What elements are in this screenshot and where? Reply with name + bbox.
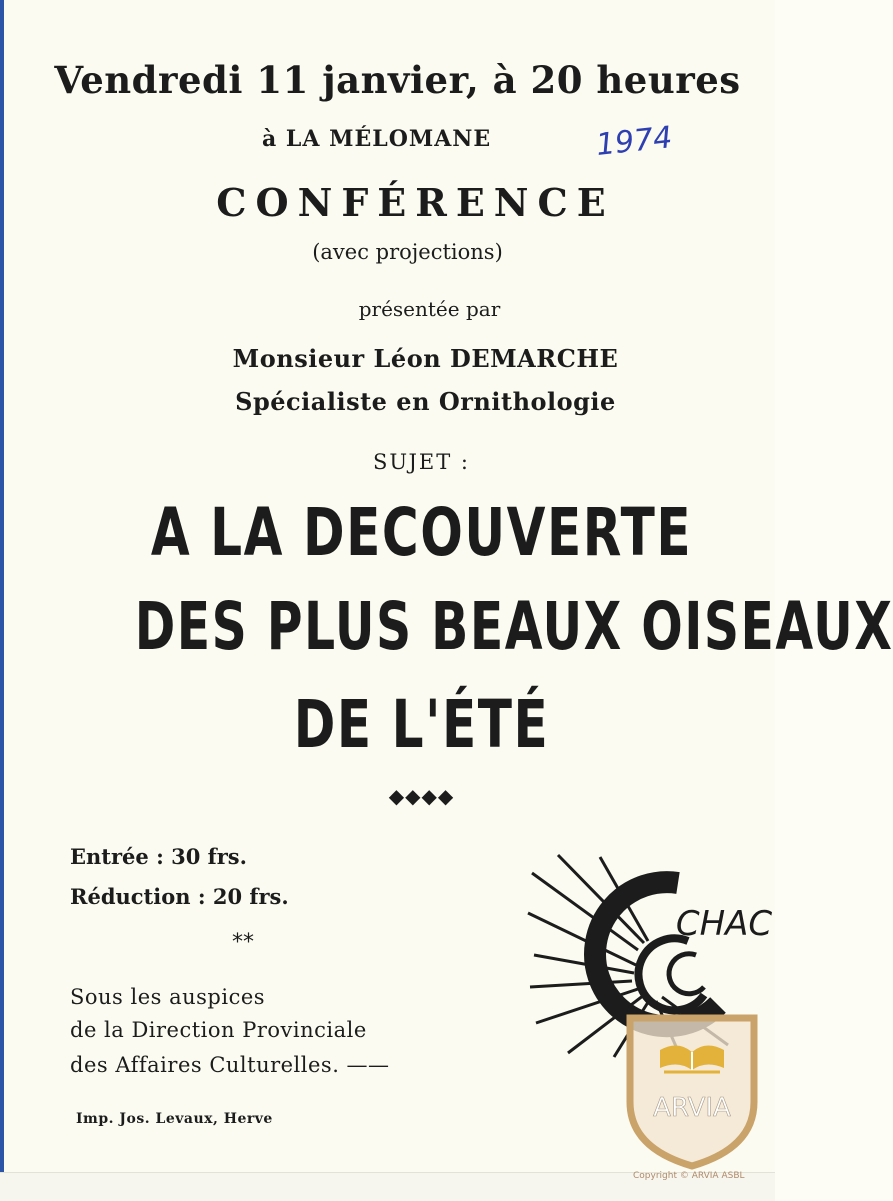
chac-logo-text: CHAC bbox=[675, 904, 773, 944]
speaker-name: Monsieur Léon DEMARCHE bbox=[232, 344, 619, 373]
entry-price: Entrée : 30 frs. bbox=[70, 844, 247, 869]
projections-note: (avec projections) bbox=[312, 240, 503, 264]
auspices-line-3: des Affaires Culturelles. —— bbox=[70, 1053, 390, 1077]
title-line-2: DES PLUS BEAUX OISEAUX bbox=[134, 588, 893, 665]
speaker-specialty: Spécialiste en Ornithologie bbox=[235, 387, 616, 416]
separator-asterisks: ** bbox=[232, 930, 254, 955]
subject-label: SUJET : bbox=[372, 450, 471, 474]
auspices-line-1: Sous les auspices bbox=[70, 985, 266, 1009]
arvia-shield-icon bbox=[630, 1018, 754, 1166]
scan-edge-left bbox=[0, 0, 4, 1200]
date-line: Vendredi 11 janvier, à 20 heures bbox=[54, 58, 741, 102]
diamond-ornament: ◆◆◆◆ bbox=[388, 784, 455, 808]
auspices-line-2: de la Direction Provinciale bbox=[70, 1018, 367, 1042]
handwritten-year: 1974 bbox=[594, 120, 674, 163]
copyright-notice: Copyright © ARVIA ASBL bbox=[633, 1171, 745, 1181]
arvia-logo-text: ARVIA bbox=[653, 1093, 731, 1123]
presented-by: présentée par bbox=[358, 297, 501, 321]
title-line-3: DE L'ÉTÉ bbox=[293, 686, 550, 763]
reduced-price: Réduction : 20 frs. bbox=[70, 884, 289, 909]
event-type-heading: CONFÉRENCE bbox=[216, 180, 615, 225]
venue: à LA MÉLOMANE bbox=[262, 126, 492, 152]
arvia-watermark bbox=[622, 1010, 762, 1170]
title-line-1: A LA DECOUVERTE bbox=[150, 494, 693, 571]
printer-credit: Imp. Jos. Levaux, Herve bbox=[76, 1111, 273, 1127]
